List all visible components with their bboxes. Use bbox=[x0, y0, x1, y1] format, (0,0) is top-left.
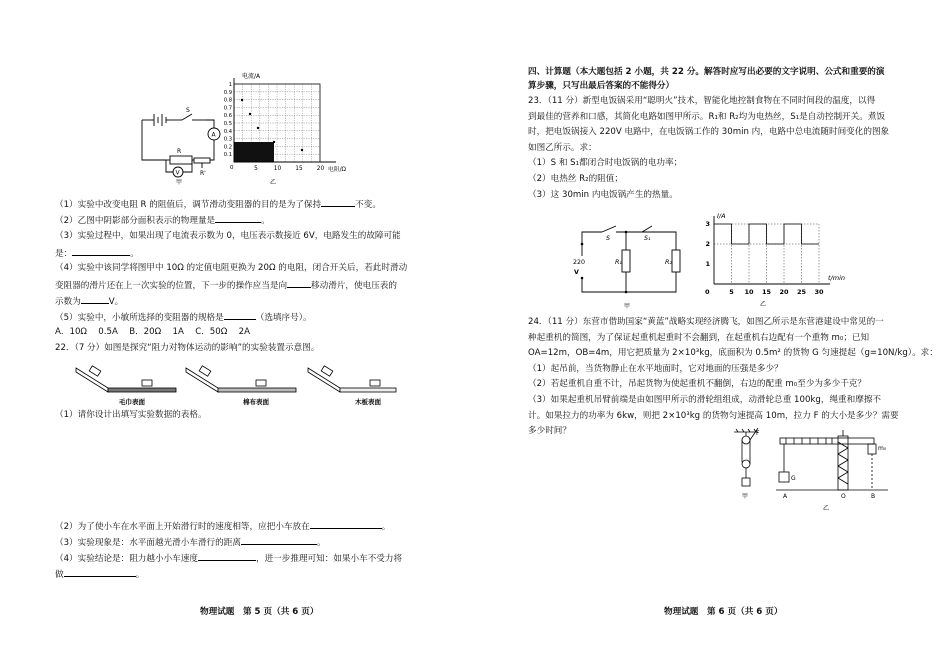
graph-xtick: 15 bbox=[295, 166, 303, 172]
voltage-label: 220 bbox=[573, 259, 586, 266]
switch-s-label: S bbox=[606, 235, 610, 242]
q21-part5: （5）实验中，小敏所选择的变阻器的规格是 （选填序号）。 bbox=[55, 310, 312, 324]
pulley-jia-label: 甲 bbox=[742, 493, 749, 500]
current-series-line bbox=[714, 224, 819, 244]
q22-part4: （4）实验结论是：阻力越小小车速度 ，进一步推理可知：如果小车不受力将 bbox=[55, 551, 402, 565]
section-title-cont: 算步骤，只写出最后答案的不能得分） bbox=[528, 81, 675, 91]
current-time-chart bbox=[700, 210, 860, 310]
q24-part3: （3）如果起重机吊臂前端是由如图甲所示的滑轮组组成，动滑轮总重 100kg，绳重和摩擦不 bbox=[528, 394, 882, 405]
graph-ytick: 0.9 bbox=[223, 89, 232, 96]
crane-figure bbox=[728, 426, 898, 516]
chart-ylabel: I/A bbox=[717, 212, 726, 220]
voltage-unit: V bbox=[574, 269, 579, 276]
q23-line: 23．（11 分）新型电饭锅采用“聪明火”技术，智能化地控制食物在不同时间段的温度，以得 bbox=[528, 96, 876, 106]
ammeter-label: A bbox=[211, 131, 216, 139]
chart-ytick: 3 bbox=[705, 220, 710, 228]
graph-ytick: 0.3 bbox=[223, 136, 232, 143]
chart-xtick: 30 bbox=[814, 288, 824, 296]
q24-part1: （1）起吊前，当货物静止在水平地面时，它对地面的压强是多少？ bbox=[528, 363, 783, 374]
graph-ylabel: 电流/A bbox=[242, 73, 261, 80]
figure-jia-label: 甲 bbox=[176, 179, 183, 186]
switch-label: S bbox=[186, 107, 190, 114]
graph-xlabel: 电阻/Ω bbox=[328, 167, 346, 173]
cargo-g-label: G bbox=[791, 475, 796, 482]
left-footer: 物理试题 第 5 页（共 6 页） bbox=[200, 607, 319, 617]
q23-text bbox=[528, 95, 889, 201]
q21-part4: （4）实验中该同学将图甲中 10Ω 的定值电阻更换为 20Ω 的电阻，闭合开关后，若此时滑动 bbox=[55, 263, 408, 273]
graph-ytick: 0.1 bbox=[223, 152, 232, 159]
q22-part4-cont: 做 。 bbox=[55, 567, 144, 581]
graph-ytick: 1 bbox=[228, 82, 232, 88]
graph-ytick: 0.7 bbox=[223, 105, 232, 112]
q21-part1: （1）实验中改变电阻 R 的阻值后，调节滑动变阻器的目的是为了保持 不变。 bbox=[55, 197, 381, 211]
crane-yi-label: 乙 bbox=[823, 505, 830, 512]
point-b-label: B bbox=[871, 493, 876, 500]
surface-cotton: 棉布表面 bbox=[243, 398, 269, 406]
q24-line: 多少时间？ bbox=[528, 426, 571, 437]
q21-figure bbox=[130, 72, 360, 187]
chart-ytick: 2 bbox=[705, 240, 710, 248]
q23-part1: （1）S 和 S₁都闭合时电饭锅的电功率； bbox=[528, 158, 683, 169]
q21-part4-cont: 变阻器的滑片还在上一次实验的位置，下一步的操作应当是向 移动滑片，使电压表的 bbox=[55, 278, 397, 292]
chart-xtick: 5 bbox=[729, 288, 734, 296]
chart-xtick: 10 bbox=[744, 288, 754, 296]
graph-ytick: 0.2 bbox=[223, 144, 232, 151]
resistor-label: R bbox=[177, 148, 182, 155]
chart-xtick: 15 bbox=[761, 288, 772, 296]
chart-yi-label: 乙 bbox=[760, 301, 767, 308]
chart-xlabel: t/min bbox=[828, 274, 845, 282]
q21-part2: （2）乙图中阴影部分面积表示的物理量是 。 bbox=[55, 213, 270, 227]
q21-options: A．10Ω 0.5A B．20Ω 1A C．50Ω 2A bbox=[55, 327, 250, 337]
q22-part3: （3）实验现象是：水平面越光滑小车滑行的距离 。 bbox=[55, 535, 326, 549]
counterweight-label: m₀ bbox=[878, 445, 887, 452]
chart-ytick: 1 bbox=[705, 260, 710, 268]
graph-ytick: 0.5 bbox=[223, 121, 232, 127]
chart-xtick: 25 bbox=[796, 288, 807, 296]
q21-part3: （3）实验过程中，如果出现了电流表示数为 0，电压表示数接近 6V，电路发生的故障可能 bbox=[55, 231, 401, 241]
q24-line: 种起重机的简图，为了保证起重机起重时不会翻到，在起重机右边配有一个重物 m₀；已知 bbox=[528, 332, 870, 343]
right-footer: 物理试题 第 6 页（共 6 页） bbox=[664, 607, 783, 617]
cooker-circuit bbox=[572, 222, 696, 312]
i-r-graph bbox=[224, 72, 347, 186]
q23-part3: （3）这 30min 内电饭锅产生的热量。 bbox=[528, 189, 678, 200]
point-o-label: O bbox=[841, 493, 846, 500]
chart-origin: 0 bbox=[705, 288, 710, 296]
shaded-area bbox=[234, 142, 274, 162]
q21-part3-cont: 是： 。 bbox=[55, 246, 139, 260]
q22-figure bbox=[72, 360, 402, 410]
section-title: 四、计算题（本大题包括 2 小题，共 22 分。解答时应写出必要的文字说明、公式和重要的演 bbox=[528, 67, 885, 77]
q24-line: OA=12m，OB=4m，用它把质量为 2×10³kg，底面积为 0.5m² 的货物 G 匀速提起（g=10N/kg）。求： bbox=[528, 348, 938, 359]
chart-xtick: 20 bbox=[779, 288, 789, 296]
q23-part2: （2）电热丝 R₂的阻值； bbox=[528, 173, 623, 184]
q22-part2: （2）为了使小车在水平面上开始滑行时的速度相等，应把小车放在 。 bbox=[55, 519, 390, 533]
q21-circuit bbox=[142, 114, 220, 177]
q23-line: 如图乙所示。求： bbox=[528, 142, 597, 153]
q23-line: 到最佳的营养和口感，其简化电路如图甲所示。R₁和 R₂均为电热丝，S₁是自动控制开关。煮饭 bbox=[528, 111, 886, 122]
cooker-jia-label: 甲 bbox=[624, 303, 631, 310]
point-a-label: A bbox=[783, 493, 788, 500]
r2-label: R₂ bbox=[665, 259, 672, 266]
graph-ytick: 0.8 bbox=[223, 97, 232, 104]
q22-part1: （1）请你设计出填写实验数据的表格。 bbox=[55, 410, 207, 420]
q22-title: 22．（7 分）如图是探究“阻力对物体运动的影响”的实验装置示意图。 bbox=[55, 343, 320, 353]
graph-xtick: 20 bbox=[316, 166, 325, 172]
force-f-label: F bbox=[756, 430, 760, 437]
q23-line: 时，把电饭锅接入 220V 电路中，在电饭锅工作的 30min 内，电路中总电流随时间变化的图象 bbox=[528, 127, 890, 138]
graph-origin: 0 bbox=[230, 165, 234, 171]
q24-line: 计。如果拉力的功率为 6kw，则把 2×10³kg 的货物匀速提高 10m，拉力 F 的大小是多少？需要 bbox=[528, 410, 899, 421]
voltmeter-label: V bbox=[175, 169, 180, 177]
rheostat-label: R' bbox=[200, 170, 206, 177]
graph-xtick: 10 bbox=[273, 166, 282, 172]
q24-part2: （2）若起重机自重不计，吊起货物为使起重机不翻倒，右边的配重 m₀至少为多少千克？ bbox=[528, 379, 866, 390]
switch-s1-label: S₁ bbox=[644, 235, 651, 242]
surface-wood: 木板表面 bbox=[355, 398, 381, 406]
figure-yi-label: 乙 bbox=[270, 179, 277, 186]
q24-line: 24．（11 分）东营市借助国家“黄蓝”战略实现经济腾飞，如图乙所示是东营港建设中常见的一 bbox=[528, 317, 884, 327]
graph-ytick: 0.6 bbox=[223, 113, 232, 120]
surface-towel: 毛巾表面 bbox=[119, 398, 145, 406]
q21-part4-cont2: 示数为 V。 bbox=[55, 294, 123, 308]
r1-label: R₁ bbox=[615, 259, 622, 266]
graph-ytick: 0.4 bbox=[223, 128, 232, 135]
graph-xtick: 5 bbox=[254, 166, 258, 172]
q24-text bbox=[528, 316, 938, 438]
